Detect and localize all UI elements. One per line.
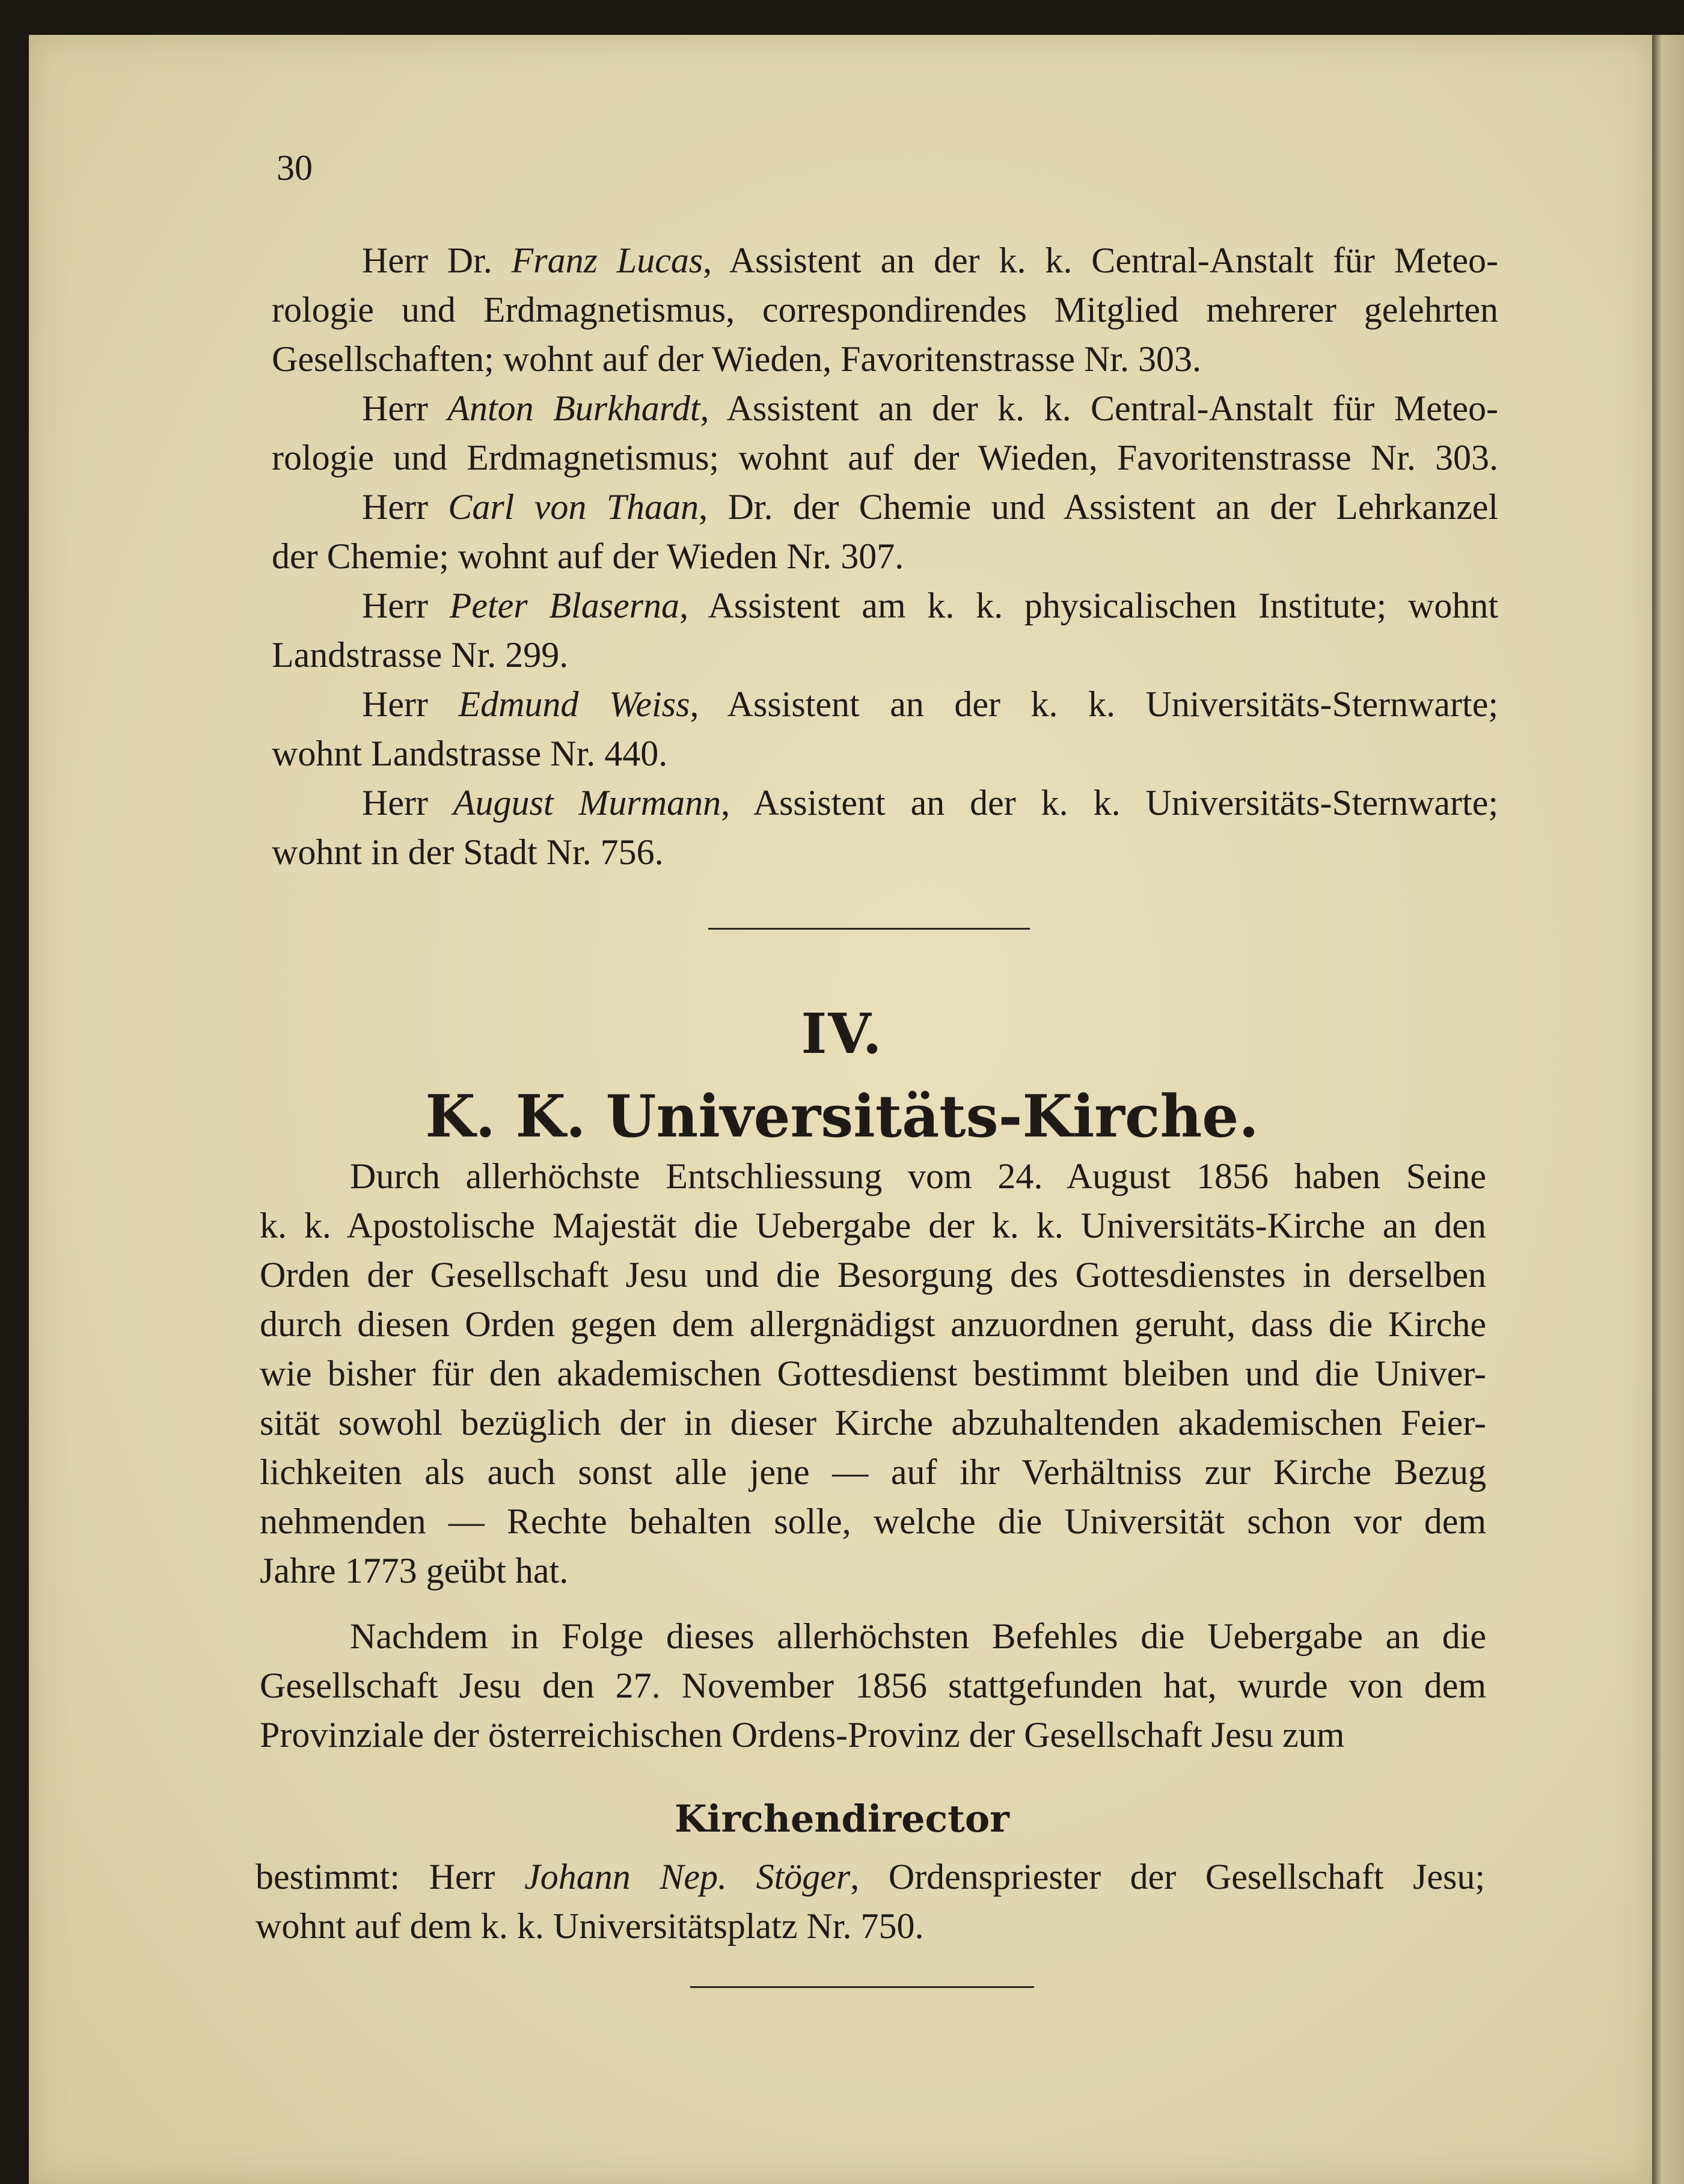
staff-line: Herr Carl von Thaan, Dr. der Chemie und Assistent an der Lehrkanzel bbox=[362, 487, 1499, 527]
staff-line: Herr Dr. Franz Lucas, Assistent an der k. k. Central-Anstalt für Meteo- bbox=[362, 241, 1499, 280]
paragraph-line: Provinziale der österreichischen Ordens-Provinz der Gesellschaft Jesu zum bbox=[260, 1715, 1345, 1755]
paragraph-line: bestimmt: Herr Johann Nep. Stöger, Ordenspriester der Gesellschaft Jesu; bbox=[256, 1857, 1486, 1897]
paragraph-line: Durch allerhöchste Entschliessung vom 24. August 1856 haben Seine bbox=[350, 1156, 1486, 1196]
paragraph-line: k. k. Apostolische Majestät die Uebergabe der k. k. Universitäts-Kirche an den bbox=[260, 1206, 1486, 1245]
paragraph-1 bbox=[260, 1152, 1486, 1595]
section-numeral: IV. bbox=[801, 1001, 883, 1066]
section-divider bbox=[708, 928, 1030, 930]
subheading: Kirchendirector bbox=[675, 1797, 1009, 1841]
person-name: August Murmann bbox=[453, 783, 721, 823]
staff-line: Herr Anton Burkhardt, Assistent an der k. k. Central-Anstalt für Meteo- bbox=[362, 388, 1499, 428]
staff-line: rologie und Erdmagnetismus; wohnt auf der Wieden, Favoritenstrasse Nr. 303. bbox=[272, 438, 1498, 477]
person-name: Peter Blaserna bbox=[449, 586, 680, 625]
staff-line: Herr Edmund Weiss, Assistent an der k. k. Universitäts-Sternwarte; bbox=[362, 684, 1499, 724]
staff-line: rologie und Erdmagnetismus, correspondirendes Mitglied mehrerer gelehrten bbox=[272, 290, 1498, 330]
person-name: Carl von Thaan bbox=[448, 487, 699, 527]
staff-list bbox=[272, 236, 1498, 877]
paragraph-line: Nachdem in Folge dieses allerhöchsten Befehles die Uebergabe an die bbox=[350, 1616, 1486, 1656]
staff-line: Herr Peter Blaserna, Assistent am k. k. physicalischen Institute; wohnt bbox=[362, 586, 1498, 625]
paragraph-line: Jahre 1773 geübt hat. bbox=[260, 1551, 569, 1590]
person-name: Franz Lucas bbox=[511, 241, 703, 280]
paragraph-2 bbox=[260, 1612, 1486, 1759]
paragraph-line: nehmenden — Rechte behalten solle, welche die Universität schon vor dem bbox=[260, 1502, 1486, 1541]
closing-divider bbox=[690, 1986, 1034, 1988]
staff-line: Gesellschaften; wohnt auf der Wieden, Favoritenstrasse Nr. 303. bbox=[272, 339, 1202, 379]
paragraph-line: Orden der Gesellschaft Jesu und die Besorgung des Gottesdienstes in derselben bbox=[260, 1255, 1486, 1295]
person-name: Anton Burkhardt bbox=[447, 388, 700, 428]
staff-line: wohnt Landstrasse Nr. 440. bbox=[272, 734, 668, 773]
staff-line: Landstrasse Nr. 299. bbox=[272, 635, 569, 675]
paragraph-line: wie bisher für den akademischen Gottesdienst bestimmt bleiben und die Univer- bbox=[260, 1354, 1486, 1393]
section-title: K. K. Universitäts-Kirche. bbox=[425, 1082, 1259, 1150]
paragraph-line: Gesellschaft Jesu den 27. November 1856 stattgefunden hat, wurde von dem bbox=[260, 1666, 1486, 1705]
final-paragraph bbox=[256, 1852, 1485, 1951]
person-name: Edmund Weiss bbox=[458, 684, 690, 724]
staff-line: Herr August Murmann, Assistent an der k. k. Universitäts-Sternwarte; bbox=[362, 783, 1498, 823]
paragraph-line: durch diesen Orden gegen dem allergnädigst anzuordnen geruht, dass die Kirche bbox=[260, 1304, 1486, 1344]
person-name: Johann Nep. Stöger bbox=[524, 1857, 851, 1897]
staff-line: wohnt in der Stadt Nr. 756. bbox=[272, 832, 664, 872]
paragraph-line: sität sowohl bezüglich der in dieser Kirche abzuhaltenden akademischen Feier- bbox=[260, 1403, 1486, 1443]
staff-line: der Chemie; wohnt auf der Wieden Nr. 307. bbox=[272, 536, 904, 576]
page-number: 30 bbox=[277, 148, 313, 188]
paragraph-line: wohnt auf dem k. k. Universitätsplatz Nr. 750. bbox=[256, 1906, 924, 1946]
paragraph-line: lichkeiten als auch sonst alle jene — auf ihr Verhältniss zur Kirche Bezug bbox=[260, 1452, 1486, 1492]
